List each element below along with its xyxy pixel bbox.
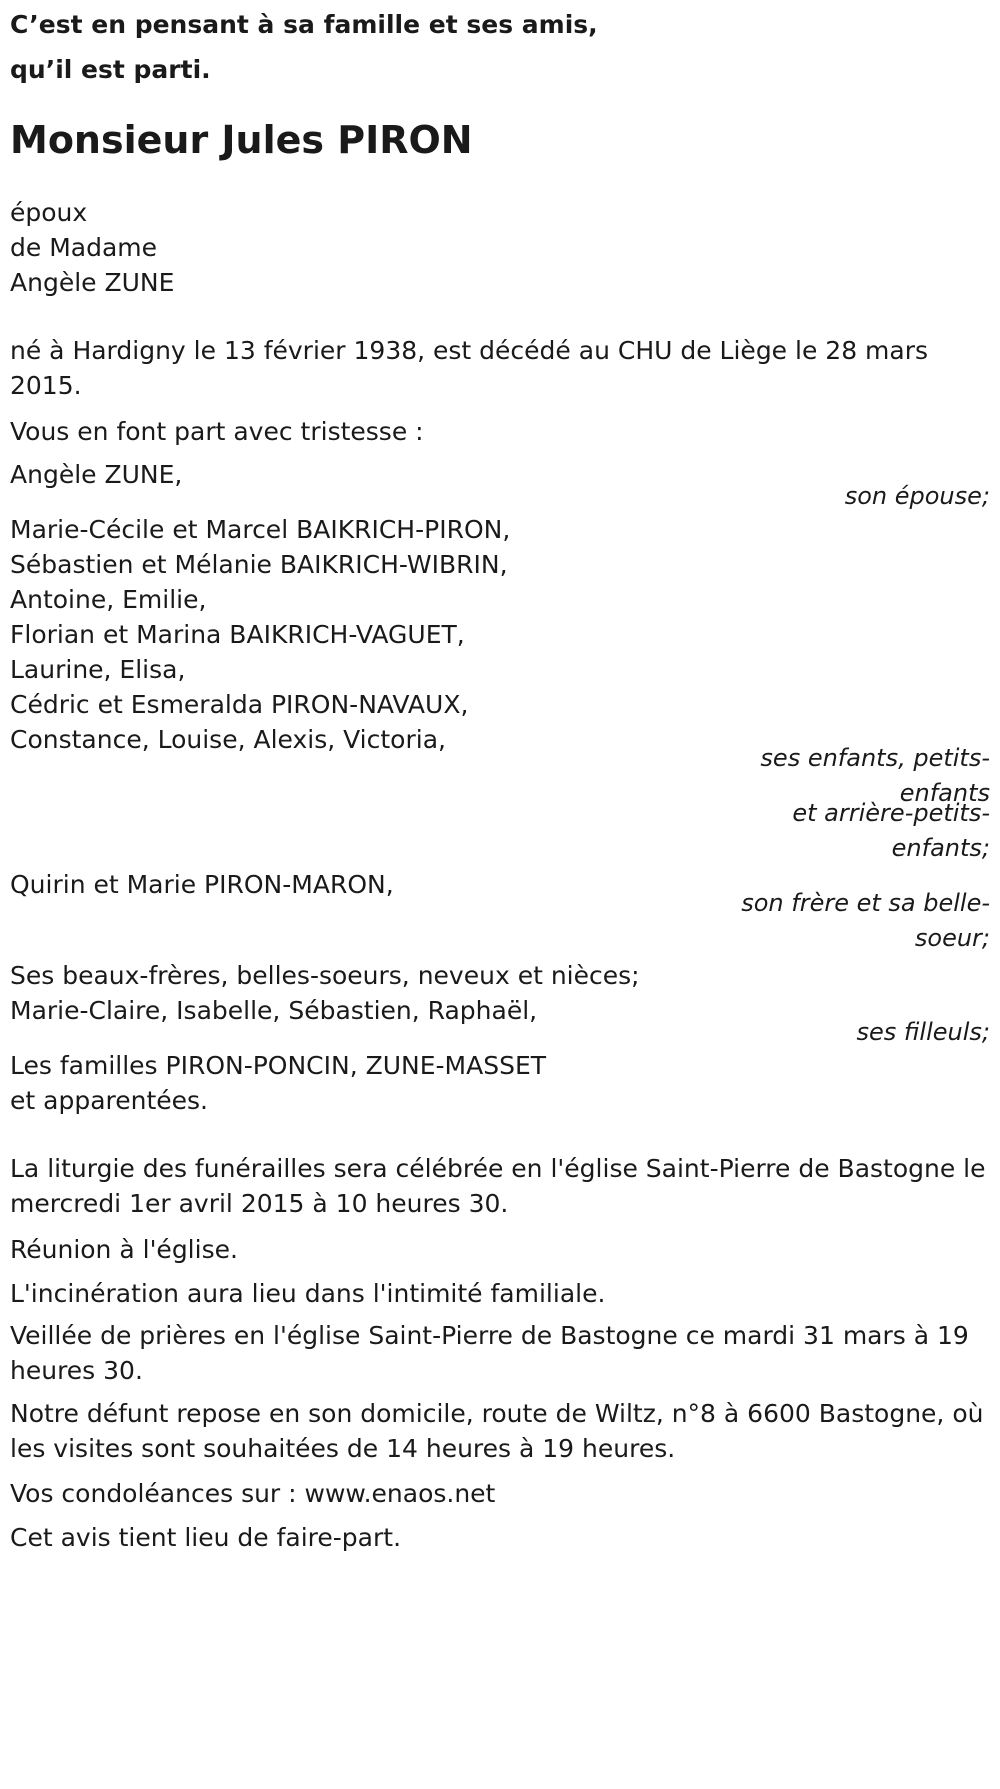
children-name-2: Sébastien et Mélanie BAIKRICH-WIBRIN, bbox=[10, 550, 508, 579]
children-name-5: Laurine, Elisa, bbox=[10, 655, 186, 684]
children-role-2: et arrière-petits-enfants; bbox=[792, 799, 990, 862]
condolences-text: Vos condoléances sur : www.enaos.net bbox=[10, 1479, 496, 1508]
cremation-text: L'incinération aura lieu dans l'intimité familiale. bbox=[10, 1279, 606, 1308]
closing-text: Cet avis tient lieu de faire-part. bbox=[10, 1523, 402, 1552]
announce-text: Vous en font part avec tristesse : bbox=[10, 417, 424, 446]
spouse-line-2: de Madame bbox=[10, 233, 158, 262]
spouse-line-1: époux bbox=[10, 198, 88, 227]
brother-role: son frère et sa belle-soeur; bbox=[741, 889, 990, 952]
families-line-1: Les familles PIRON-PONCIN, ZUNE-MASSET bbox=[10, 1051, 547, 1080]
children-name-1: Marie-Cécile et Marcel BAIKRICH-PIRON, bbox=[10, 515, 511, 544]
deceased-name: Monsieur Jules PIRON bbox=[10, 118, 473, 162]
godchildren-role: ses filleuls; bbox=[856, 1018, 990, 1046]
families-line-2: et apparentées. bbox=[10, 1086, 208, 1115]
brother-name: Quirin et Marie PIRON-MARON, bbox=[10, 870, 394, 899]
wife-role: son épouse; bbox=[844, 482, 990, 510]
meeting-text: Réunion à l'église. bbox=[10, 1235, 238, 1264]
inlaws-text: Ses beaux-frères, belles-soeurs, neveux et nièces; bbox=[10, 961, 640, 990]
spouse-line-3: Angèle ZUNE bbox=[10, 268, 175, 297]
children-name-3: Antoine, Emilie, bbox=[10, 585, 207, 614]
children-name-4: Florian et Marina BAIKRICH-VAGUET, bbox=[10, 620, 465, 649]
children-role-1: ses enfants, petits-enfants bbox=[760, 744, 990, 807]
wife-name: Angèle ZUNE, bbox=[10, 460, 183, 489]
intro-line-1: C’est en pensant à sa famille et ses amis, bbox=[10, 10, 598, 39]
children-name-6: Cédric et Esmeralda PIRON-NAVAUX, bbox=[10, 690, 469, 719]
rest-text: Notre défunt repose en son domicile, route de Wiltz, n°8 à 6600 Bastogne, où les visites sont souhaitées de 14 heures à 19 heures. bbox=[10, 1399, 984, 1463]
godchildren-name: Marie-Claire, Isabelle, Sébastien, Raphaël, bbox=[10, 996, 538, 1025]
liturgy-text: La liturgie des funérailles sera célébrée en l'église Saint-Pierre de Bastogne le mercredi 1er avril 2015 à 10 heures 30. bbox=[10, 1154, 986, 1218]
vigil-text: Veillée de prières en l'église Saint-Pierre de Bastogne ce mardi 31 mars à 19 heures 30. bbox=[10, 1321, 969, 1385]
children-name-7: Constance, Louise, Alexis, Victoria, bbox=[10, 725, 446, 754]
intro-line-2: qu’il est parti. bbox=[10, 55, 211, 84]
birth-death-text: né à Hardigny le 13 février 1938, est décédé au CHU de Liège le 28 mars 2015. bbox=[10, 336, 929, 400]
